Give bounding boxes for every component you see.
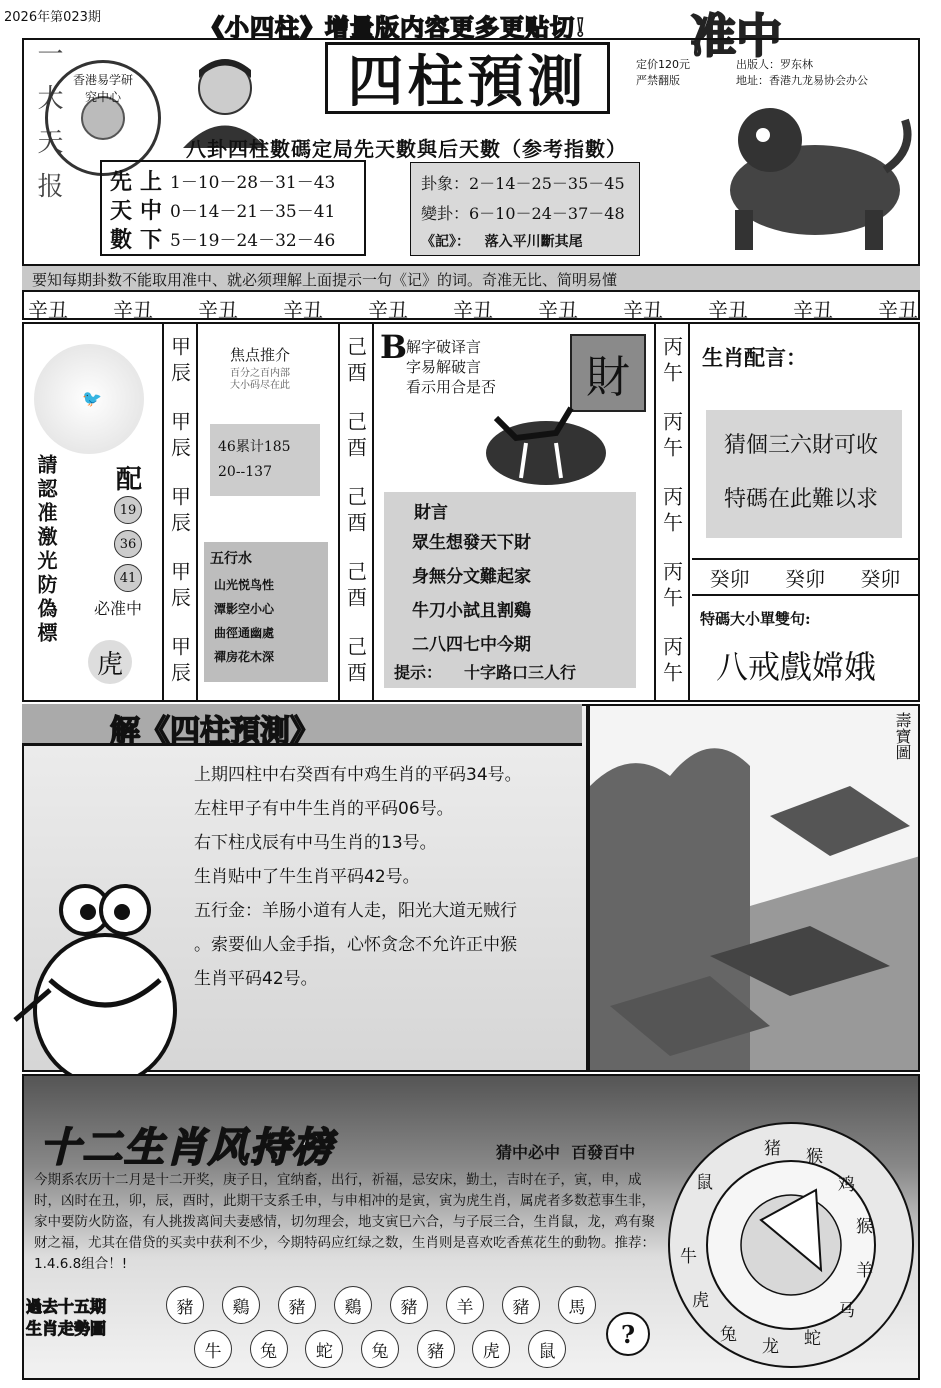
bingwu-1: 丙午 (659, 410, 684, 463)
price: 定价120元 (636, 58, 690, 71)
bingwu-0: 丙午 (659, 335, 684, 388)
trend-top-6: 豬 (502, 1286, 540, 1324)
wheel-1: 猴 (806, 1147, 823, 1167)
wheel-2: 鸡 (838, 1175, 855, 1195)
xinchou-2: 辛丑 (198, 298, 238, 322)
notice-text: 要知每期卦数不能取用准中、就必须理解上面提示一句《记》的词。奇准无比、简明易懂 (32, 271, 618, 289)
xinchou-10: 辛丑 (878, 298, 918, 322)
verify-vertical: 請認准激光防偽標 (34, 454, 58, 646)
cai-letter: B (380, 328, 408, 366)
cai-poem-1: 身無分文難起家 (412, 567, 531, 587)
trend-bottom-3: 兔 (361, 1330, 399, 1368)
wuxing-box (204, 542, 328, 682)
xiantian-label-1: 天 (110, 198, 133, 224)
shengxiao-line-0: 猜個三六財可收 (724, 433, 879, 458)
title-box (325, 42, 610, 114)
bian-gua: 變卦：6－10－24－37－48 (421, 204, 625, 223)
publisher: 出版人：罗东林 (736, 58, 813, 71)
address: 地址：香港九龙易协会办公 (736, 74, 868, 87)
bingwu-column (654, 322, 690, 702)
trend-bottom-0: 牛 (194, 1330, 232, 1368)
focus-line1: 46累计185 (218, 439, 291, 455)
focus-note2: 大小码尽在此 (230, 380, 290, 391)
trend-top-2: 豬 (278, 1286, 316, 1324)
xiantian-box (100, 160, 366, 256)
animal-badge: 虎 (88, 640, 132, 684)
jiachen-0: 甲辰 (167, 335, 192, 388)
gua-box (410, 162, 640, 256)
wuxing-line-1: 潭影空小心 (214, 602, 275, 616)
jie-text (194, 758, 584, 996)
xiantian-pos-1: 中 (140, 198, 163, 224)
jiyou-column (338, 322, 374, 702)
seal-text: 香港易学研究中心 (72, 73, 133, 104)
cai-badge: 財 (570, 334, 646, 412)
wheel-9: 虎 (692, 1291, 709, 1311)
bingwu-3: 丙午 (659, 561, 684, 614)
trend-label-1: 過去十五期 (26, 1297, 107, 1316)
jiyou-2: 己酉 (343, 485, 368, 538)
notice-bar (22, 264, 920, 292)
wheel-7: 龙 (762, 1337, 779, 1357)
twelve-slogan: 猜中必中 百發百中 (496, 1143, 636, 1162)
focus-title: 焦点推介 (230, 346, 291, 364)
zodiac-wheel (666, 1120, 916, 1370)
cai-hint-label: 提示： (394, 663, 443, 682)
deer-illustration (476, 398, 606, 488)
xinchou-9: 辛丑 (793, 298, 833, 322)
cai-poem-3: 二八四七中今期 (412, 635, 531, 655)
trend-bottom-6: 鼠 (528, 1330, 566, 1368)
jiyou-3: 己酉 (343, 561, 368, 614)
cai-line-2: 看示用合是否 (406, 378, 497, 396)
bizhun-label: 必准中 (94, 599, 143, 618)
frog-cartoon (10, 870, 190, 1100)
trend-bottom-4: 豬 (417, 1330, 455, 1368)
bingwu-2: 丙午 (659, 485, 684, 538)
trend-top-0: 豬 (166, 1286, 204, 1324)
wheel-0: 猪 (764, 1139, 781, 1159)
shengxiao-panel (692, 324, 918, 700)
pei-num-1: 36 (114, 530, 142, 558)
focus-line2: 20--137 (218, 464, 272, 480)
xinchou-3: 辛丑 (283, 298, 323, 322)
jiachen-4: 甲辰 (167, 636, 192, 689)
jiyou-1: 己酉 (343, 410, 368, 463)
trend-bottom-2: 蛇 (305, 1330, 343, 1368)
landscape-painting (588, 704, 920, 1072)
xiantian-label-2: 數 (110, 227, 133, 253)
cai-poem-2: 牛刀小試且割鷄 (412, 601, 531, 621)
focus-box (210, 424, 320, 496)
xiantian-nums-2: 5－19－24－32－46 (170, 231, 336, 251)
question-badge: ? (606, 1312, 650, 1356)
gua-ji: 《記》： 落入平川斷其尾 (421, 234, 583, 250)
cai-panel (376, 324, 652, 700)
cai-hint: 十字路口三人行 (464, 663, 577, 682)
jie-line-2: 右下柱戊辰有中马生肖的13号。 (194, 833, 437, 853)
tema-phrase: 八戒戲嫦娥 (716, 648, 877, 686)
xinchou-5: 辛丑 (453, 298, 493, 322)
jie-title: 解《四柱預測》 (110, 714, 320, 749)
xinchou-8: 辛丑 (708, 298, 748, 322)
jie-line-1: 左柱甲子有中牛生肖的平码06号。 (194, 799, 454, 819)
cai-poem-box (384, 492, 636, 688)
trend-bottom-1: 兔 (250, 1330, 288, 1368)
guimao-0: 癸卯 (709, 566, 750, 591)
page-title: 四柱預測 (347, 50, 588, 115)
gua-xiang: 卦象：2－14－25－35－45 (421, 174, 625, 193)
trend-top-3: 鷄 (334, 1286, 372, 1324)
xinchou-7: 辛丑 (623, 298, 663, 322)
trend-bottom-5: 虎 (472, 1330, 510, 1368)
guimao-2: 癸卯 (860, 566, 901, 591)
wheel-5: 马 (838, 1301, 855, 1321)
shengxiao-box (706, 410, 902, 538)
xinchou-6: 辛丑 (538, 298, 578, 322)
cai-title: 財言 (414, 503, 448, 523)
trend-bottom (194, 1330, 566, 1368)
trend-top-1: 鷄 (222, 1286, 260, 1324)
xinchou-row (28, 294, 918, 320)
painting-seal: 壽寶圖 (893, 712, 912, 760)
pei-num-0: 19 (114, 496, 142, 524)
jiachen-3: 甲辰 (167, 561, 192, 614)
shengxiao-line-1: 特碼在此難以求 (724, 487, 879, 512)
xinchou-1: 辛丑 (113, 298, 153, 322)
jie-line-3: 生肖贴中了牛生肖平码42号。 (194, 867, 420, 887)
trend-label (26, 1296, 146, 1340)
xiantian-pos-2: 下 (140, 227, 163, 253)
round-seal (45, 60, 161, 176)
wheel-8: 兔 (720, 1325, 737, 1345)
jie-line-5: 。索要仙人金手指，心怀贪念不允许正中猴 (194, 935, 517, 955)
issue-label: 2026年第023期 (4, 10, 101, 25)
pei-label: 配 (116, 465, 143, 495)
trend-top-4: 豬 (390, 1286, 428, 1324)
twelve-title: 十二生肖风持榜 (40, 1124, 334, 1171)
jiachen-2: 甲辰 (167, 485, 192, 538)
wuxing-line-3: 禪房花木深 (214, 650, 275, 664)
xinchou-0: 辛丑 (28, 298, 68, 322)
brand-corner: 准中 (690, 9, 782, 63)
bird-icon: 🐦 (82, 389, 102, 408)
xinchou-4: 辛丑 (368, 298, 408, 322)
shengxiao-title: 生肖配言： (702, 345, 807, 370)
trend-top (166, 1286, 596, 1324)
jie-line-6: 生肖平码42号。 (194, 969, 318, 989)
cai-line-0: 解字破译言 (406, 338, 482, 356)
trend-label-2: 生肖走勢圖 (26, 1319, 107, 1338)
jie-line-0: 上期四柱中右癸酉有中鸡生肖的平码34号。 (194, 765, 522, 785)
xiantian-pos-0: 上 (140, 169, 163, 195)
wheel-3: 猴 (856, 1217, 873, 1237)
trend-top-5: 羊 (446, 1286, 484, 1324)
wheel-4: 羊 (856, 1261, 873, 1281)
xiantian-label-0: 先 (110, 169, 133, 195)
jiyou-0: 己酉 (343, 335, 368, 388)
jiachen-1: 甲辰 (167, 410, 192, 463)
trend-top-7: 馬 (558, 1286, 596, 1324)
lion-illustration (715, 90, 915, 260)
wuxing-title: 五行水 (210, 551, 252, 567)
cai-line-1: 字易解破言 (406, 358, 482, 376)
wuxing-line-2: 曲徑通幽處 (214, 626, 275, 640)
pei-num-2: 41 (114, 564, 142, 592)
jiachen-column (162, 322, 198, 702)
twelve-paragraph: 今期系农历十二月是十二开奖，庚子日，宜纳畜，出行，祈福，忌安床，勤土，吉时在子，寅，申，成时，凶时在丑，卯，辰，酉时，此期干支系壬申，与申相冲的是寅，寅为虎生肖，属虎者多数惹事生非，家中要防火防盗，有人挑拨离间夫妻感情，切勿理会，地支寅巳六合，与子辰三合，生肖鼠，龙，鸡有聚财之福，尤其在借贷的买卖中获利不少，今期特码应红绿之数，生肖则是喜欢吃香蕉花生的動物。推荐：1.4.6.8组合！! (34, 1172, 655, 1272)
xiantian-nums-1: 0－14－21－35－41 (170, 202, 336, 222)
left-panel (24, 324, 160, 700)
wuxing-line-0: 山光悦鸟性 (214, 578, 275, 592)
guimao-1: 癸卯 (784, 566, 825, 591)
bingwu-4: 丙午 (659, 636, 684, 689)
subtitle: 八卦四柱數碼定局先天數與后天數（参考指數） (186, 137, 627, 161)
top-banner: 《小四柱》增量版内容更多更贴切! (200, 13, 587, 42)
guimao-row (692, 558, 918, 596)
jie-line-4: 五行金：羊肠小道有人走，阳光大道无贼行 (194, 901, 517, 921)
wheel-11: 鼠 (696, 1173, 713, 1193)
focus-panel (200, 324, 336, 700)
copyright: 严禁翻版 (636, 74, 680, 87)
jiyou-4: 己酉 (343, 636, 368, 689)
focus-note1: 百分之百内部 (230, 368, 290, 379)
tema-label: 特碼大小單雙句: (700, 610, 811, 628)
wheel-6: 蛇 (804, 1329, 821, 1349)
xiantian-nums-0: 1－10－28－31－43 (170, 173, 336, 193)
cai-poem-0: 眾生想發天下財 (412, 533, 531, 553)
side-vertical: 一大天报 (33, 40, 63, 216)
jie-title-bar (22, 704, 582, 749)
wheel-10: 牛 (680, 1247, 697, 1267)
